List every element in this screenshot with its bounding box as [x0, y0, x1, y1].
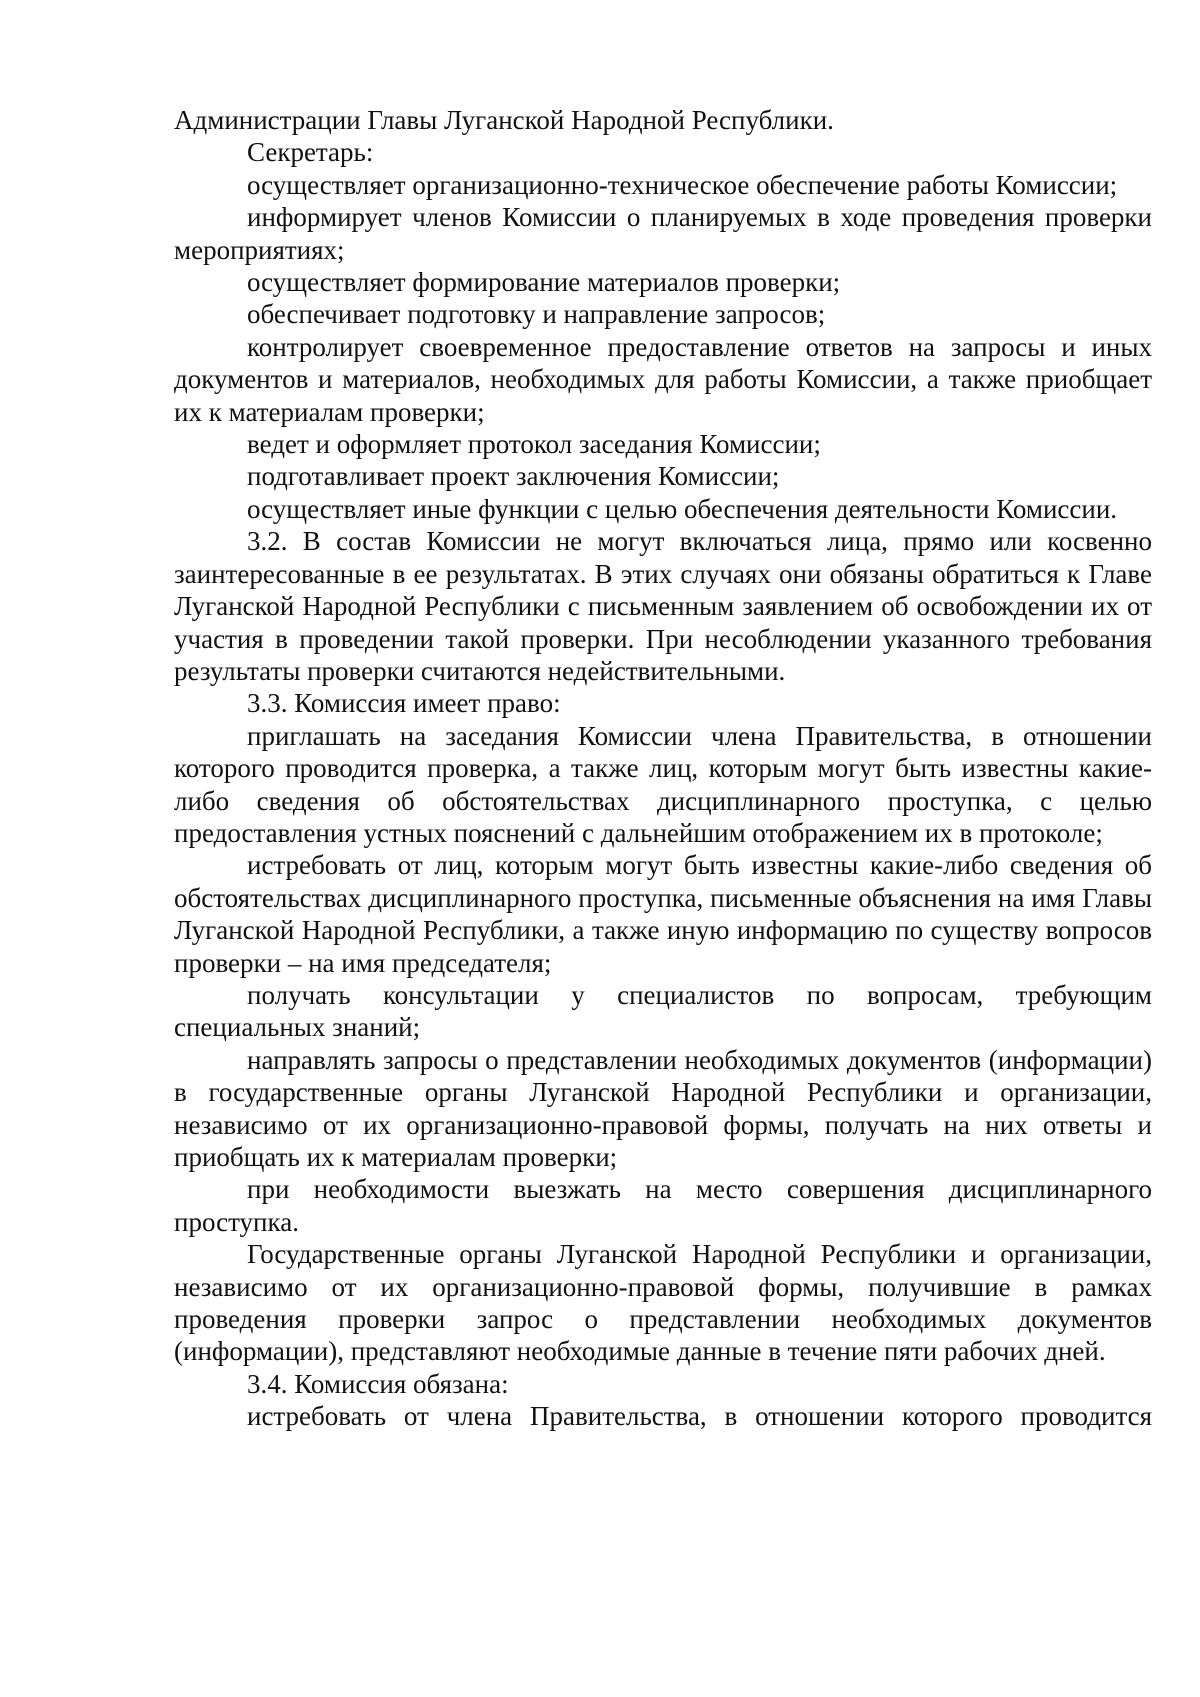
paragraph-secretary-duty: осуществляет организационно-техническое обеспечение работы Комиссии;	[247, 169, 1118, 200]
paragraph-secretary-duty: осуществляет формирование материалов проверки;	[247, 267, 841, 298]
paragraph-secretary-duty: информирует членов Комиссии о планируемых в ходе проведения проверки мероприятиях;	[174, 202, 1152, 265]
paragraph-secretary-duty: осуществляет иные функции с целью обеспечения деятельности Комиссии.	[247, 493, 1118, 524]
paragraph-commission-right: истребовать от лиц, которым могут быть известны какие-либо сведения об обстоятельствах дисциплинарного проступка, письменные объяснения на имя Главы Луганской Народной Республики, а также иную информацию по существу вопросов проверки – на имя председателя;	[174, 850, 1152, 978]
paragraph-secretary-duty: подготавливает проект заключения Комиссии;	[247, 461, 780, 492]
paragraph-state-bodies: Государственные органы Луганской Народной Республики и организации, независимо от их организационно-правовой формы, получившие в рамках проведения проверки запрос о представлении необходимых документов (информации), представляют необходимые данные в течение пяти рабочих дней.	[174, 1239, 1152, 1367]
paragraph-section-3-3-heading: 3.3. Комиссия имеет право:	[247, 688, 561, 719]
paragraph-continuation: Администрации Главы Луганской Народной Республики.	[174, 105, 834, 135]
paragraph-commission-right: получать консультации у специалистов по вопросам, требующим специальных знаний;	[174, 979, 1152, 1043]
paragraph-secretary-heading: Секретарь:	[247, 137, 374, 168]
paragraph-secretary-duty: ведет и оформляет протокол заседания Комиссии;	[247, 429, 821, 460]
paragraph-commission-right: при необходимости выезжать на место совершения дисциплинарного проступка.	[174, 1174, 1152, 1237]
document-page	[174, 104, 1152, 1433]
paragraph-secretary-duty: контролирует своевременное предоставление ответов на запросы и иных документов и материалов, необходимых для работы Комиссии, а также приобщает их к материалам проверки;	[174, 331, 1152, 427]
paragraph-secretary-duty: обеспечивает подготовку и направление запросов;	[247, 299, 826, 330]
paragraph-commission-duty: истребовать от члена Правительства, в отношении которого проводится	[247, 1401, 1152, 1432]
paragraph-section-3-2: 3.2. В состав Комиссии не могут включаться лица, прямо или косвенно заинтересованные в ее результатах. В этих случаях они обязаны обратиться к Главе Луганской Народной Республики с письменным заявлением об освобождении их от участия в проведении такой проверки. При несоблюдении указанного требования результаты проверки считаются недействительными.	[174, 526, 1152, 686]
paragraph-commission-right: направлять запросы о представлении необходимых документов (информации) в государственные органы Луганской Народной Республики и организации, независимо от их организационно-правовой формы, получать на них ответы и приобщать их к материалам проверки;	[174, 1044, 1152, 1172]
paragraph-commission-right: приглашать на заседания Комиссии члена Правительства, в отношении которого проводится проверка, а также лиц, которым могут быть известны какие-либо сведения об обстоятельствах дисциплинарного проступка, с целью предоставления устных пояснений с дальнейшим отображением их в протоколе;	[174, 720, 1152, 848]
paragraph-section-3-4-heading: 3.4. Комиссия обязана:	[247, 1368, 509, 1399]
